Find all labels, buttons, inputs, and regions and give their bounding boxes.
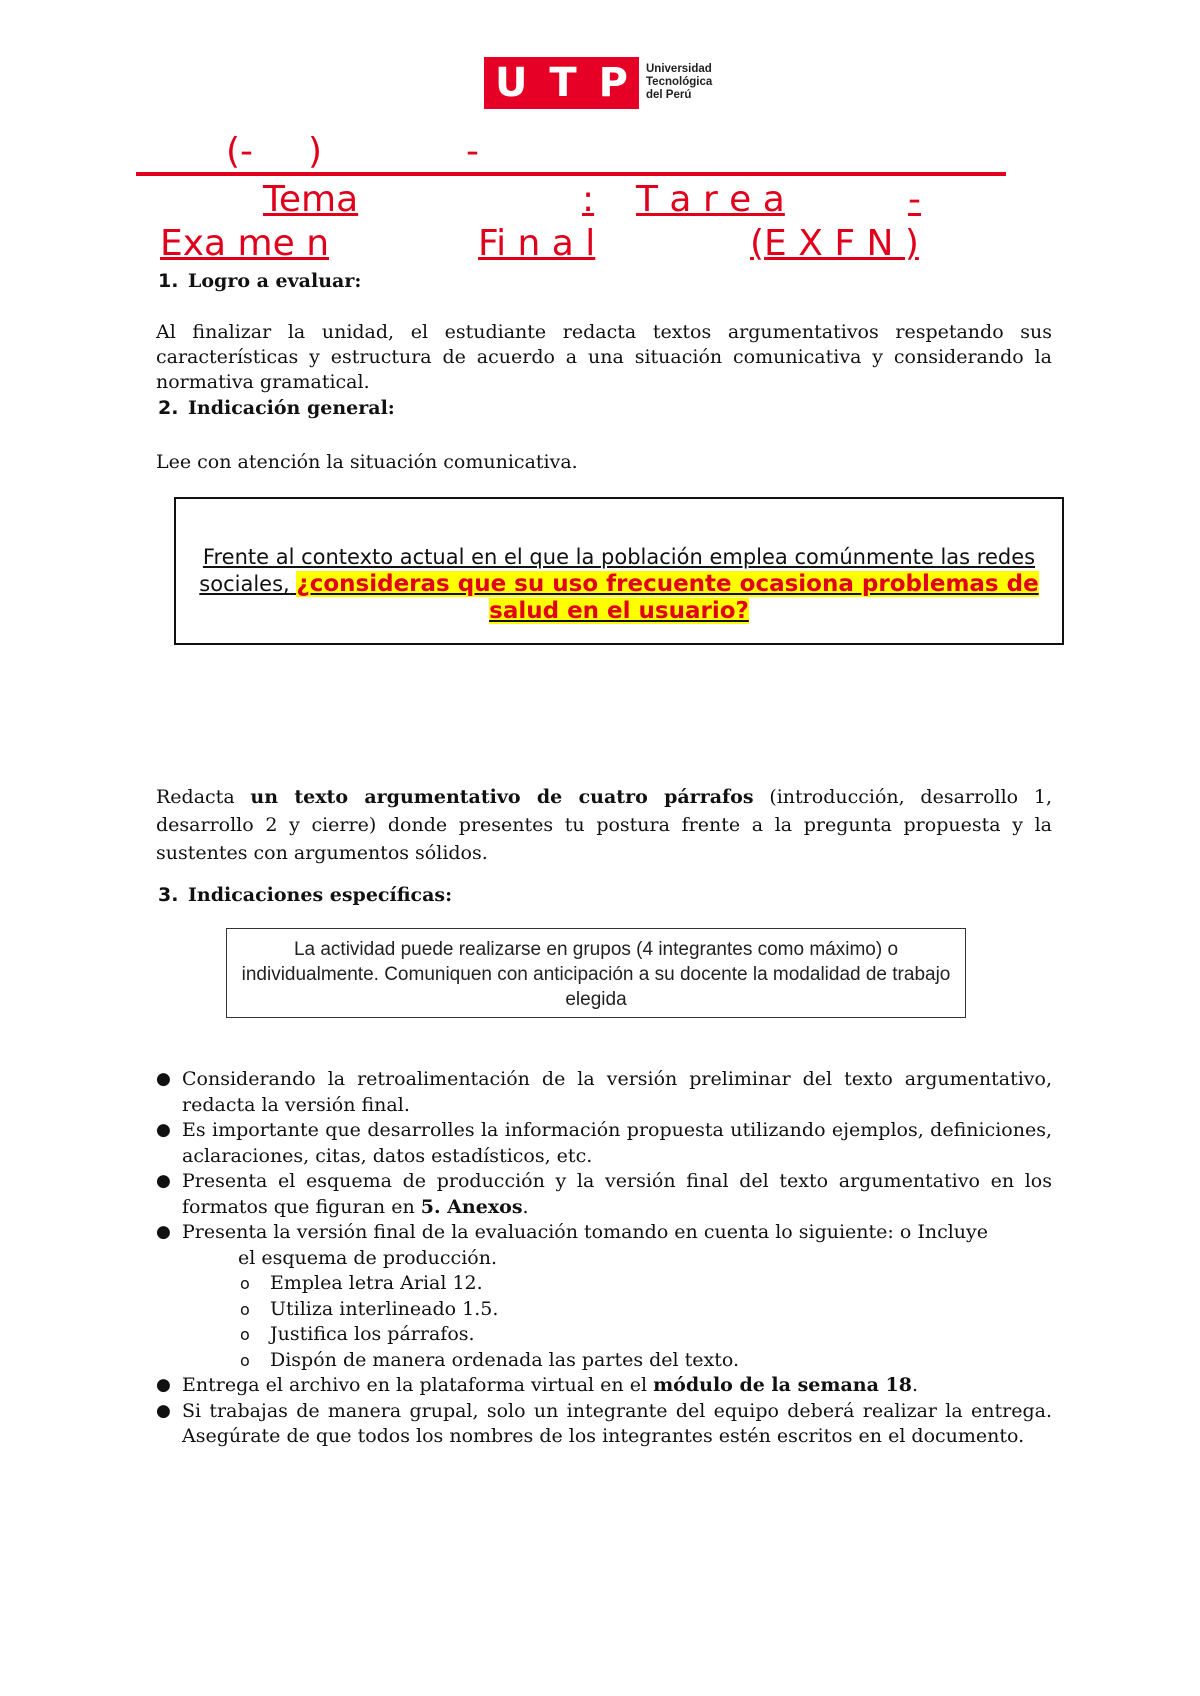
list-item <box>156 1067 1052 1118</box>
instruction-paragraph <box>156 783 1052 867</box>
section-1-text: Al finalizar la unidad, el estudiante redacta textos argumentativos respetando sus características y estructura de acuerdo a una situación comunicativa y considerando la normativa gramatical. <box>156 321 1052 393</box>
sub-bullet-icon: o <box>240 1274 250 1293</box>
title-colon: : <box>582 179 595 220</box>
specific-indications-list <box>156 1067 1052 1450</box>
title-final: Fi n a l <box>478 223 596 264</box>
section-1-heading <box>158 270 361 292</box>
sub-list-item <box>156 1322 1052 1348</box>
title-tarea: T a r e a <box>636 179 785 220</box>
title-dash-2: - <box>908 179 921 220</box>
instruction-post: (introducción, desarrollo 1, desarrollo 2 y cierre) donde presentes tu postura frente a la pregunta propuesta y la sustentes con argumentos sólidos. <box>156 786 1052 864</box>
bullet-text-bold: 5. Anexos <box>420 1195 523 1218</box>
bullet-text-pre: Entrega el archivo en la plataforma virtual en el <box>182 1374 654 1396</box>
section-title: Indicación general: <box>188 397 395 419</box>
bullet-icon: ● <box>156 1222 171 1242</box>
logo-name-line: del Perú <box>646 89 692 101</box>
title-line-1 <box>136 132 1006 176</box>
title-close-paren: ) <box>308 131 323 172</box>
bullet-text <box>182 1373 1052 1399</box>
bullet-text-post: . <box>911 1374 919 1396</box>
situation-text <box>176 544 1062 625</box>
list-item <box>156 1373 1052 1399</box>
list-item <box>156 1399 1052 1450</box>
sub-list-item <box>156 1271 1052 1297</box>
sub-list-item <box>156 1348 1052 1374</box>
section-number: 2. <box>158 397 179 419</box>
sub-bullet-icon: o <box>240 1299 250 1319</box>
sub-bullet-icon: o <box>240 1350 250 1370</box>
list-item <box>156 1220 1052 1246</box>
bullet-text: Presenta la versión final de la evaluación tomando en cuenta lo siguiente: o Incluye <box>182 1221 989 1243</box>
communicative-situation-box <box>174 497 1064 645</box>
bullet-text: Es importante que desarrolles la información propuesta utilizando ejemplos, definiciones, aclaraciones, citas, datos estadísticos, etc. <box>182 1119 1052 1167</box>
instruction-pre: Redacta <box>156 786 251 808</box>
bullet-text: Si trabajas de manera grupal, solo un integrante del equipo deberá realizar la entrega. Asegúrate de que todos los nombres de los integrantes estén escritos en el documento. <box>182 1399 1052 1447</box>
bullet-icon: ● <box>156 1400 171 1421</box>
sub-bullet-text: Justifica los párrafos. <box>270 1323 475 1345</box>
utp-logo <box>484 57 639 109</box>
sub-bullet-text: Emplea letra Arial 12. <box>270 1272 483 1294</box>
sub-bullet-text: Utiliza interlineado 1.5. <box>270 1297 499 1320</box>
sub-bullet-text: Dispón de manera ordenada las partes del texto. <box>270 1348 740 1371</box>
section-3-heading <box>158 884 452 906</box>
bullet-icon: ● <box>156 1171 171 1191</box>
title-code: (E X F N ) <box>750 223 919 264</box>
logo-letter-p: P <box>598 60 628 106</box>
sub-list-item <box>156 1297 1052 1323</box>
situation-plain: Frente al contexto actual en el que la población emplea comúnmente las redes sociales, <box>199 545 1036 596</box>
logo-letter-u: U <box>494 60 528 106</box>
section-2-heading <box>158 397 395 419</box>
logo-university-name <box>646 63 712 102</box>
logo-letter-t: T <box>549 60 577 106</box>
bullet-text: Considerando la retroalimentación de la versión preliminar del texto argumentativo, redacta la versión final. <box>182 1068 1052 1116</box>
section-title: Indicaciones específicas: <box>188 884 453 906</box>
bullet-text-pre: Presenta el esquema de producción y la versión final del texto argumentativo en los formatos que figuran en <box>182 1170 1052 1218</box>
list-item <box>156 1118 1052 1169</box>
bullet-text-bold: módulo de la semana 18 <box>653 1374 912 1396</box>
section-number: 1. <box>158 270 179 292</box>
logo-name-line: Universidad <box>646 63 712 75</box>
group-activity-box: La actividad puede realizarse en grupos (4 integrantes como máximo) o individualmente. Comuniquen con anticipación a su docente la modalidad de trabajo elegida <box>226 928 966 1018</box>
bullet-icon: ● <box>156 1120 171 1140</box>
sub-bullet-icon: o <box>240 1325 250 1344</box>
title-tema: Tema <box>263 179 359 220</box>
section-number: 3. <box>158 884 179 906</box>
title-dash: - <box>466 131 479 172</box>
bullet-continuation: el esquema de producción. <box>238 1246 497 1269</box>
title-open-paren: (- <box>226 131 254 172</box>
section-title: Logro a evaluar: <box>188 270 362 292</box>
section-2-text: Lee con atención la situación comunicativa. <box>156 451 578 473</box>
bullet-icon: ● <box>156 1375 171 1395</box>
situation-question: ¿consideras que su uso frecuente ocasiona problemas de salud en el usuario? <box>296 571 1039 624</box>
logo-name-line: Tecnológica <box>646 76 713 88</box>
instruction-bold: un texto argumentativo de cuatro párrafos <box>250 786 754 808</box>
bullet-text-post: . <box>522 1195 529 1218</box>
bullet-icon: ● <box>156 1069 171 1089</box>
title-examen: Exa me n <box>160 223 330 264</box>
bullet-text <box>182 1169 1052 1220</box>
list-item <box>156 1169 1052 1220</box>
